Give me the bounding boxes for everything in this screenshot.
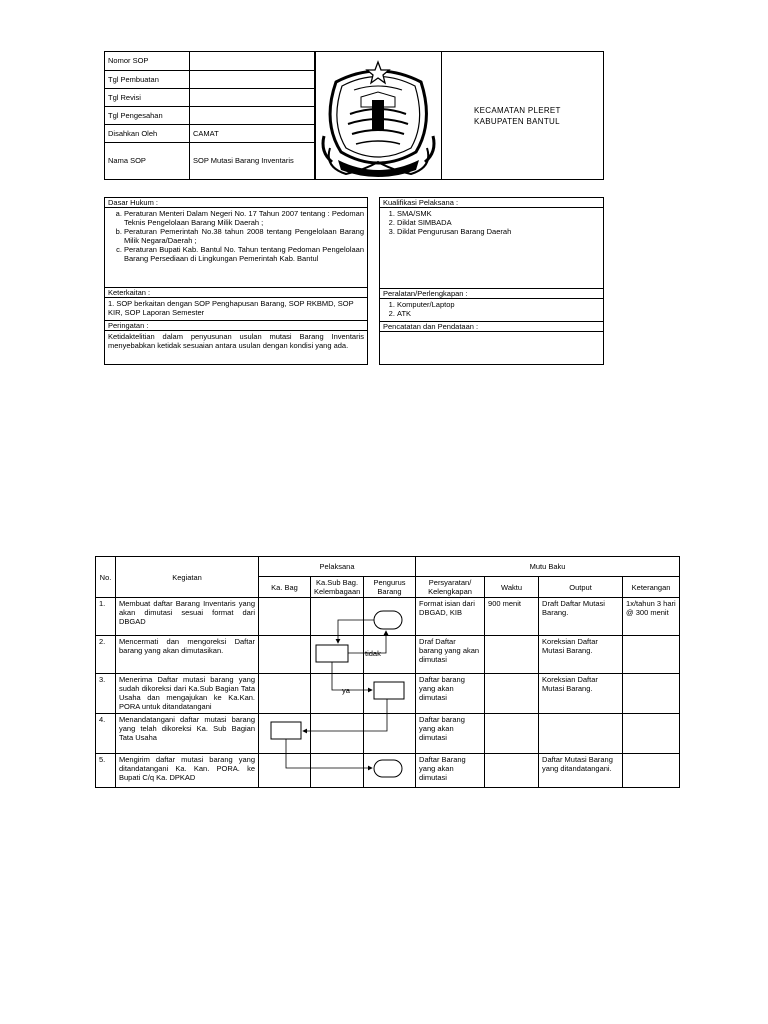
row-kegiatan: Mencermati dan mengoreksi Daftar barang yang akan dimutasikan. <box>116 636 259 674</box>
col-output: Output <box>539 577 623 598</box>
dasar-hukum-item: b. Peraturan Pemerintah No.38 tahun 2008 tentang Pengelolaan Barang Milik Negara/Daerah ; <box>124 227 364 245</box>
row-no: 3. <box>96 674 116 714</box>
keterkaitan-text: 1. SOP berkaitan dengan SOP Penghapusan Barang, SOP RKBMD, SOP KIR, SOP Laporan Semester <box>108 299 354 317</box>
org-kecamatan: KECAMATAN PLERET <box>474 105 561 115</box>
kualifikasi-title: Kualifikasi Pelaksana : <box>380 198 603 208</box>
col-pelaksana: Pelaksana <box>259 557 416 577</box>
col-keterangan: Keterangan <box>623 577 680 598</box>
row-keterangan: 1x/tahun 3 hari @ 300 menit <box>623 598 680 636</box>
connector-1-2 <box>338 620 374 643</box>
kualifikasi-item: 3. Diklat Pengurusan Barang Daerah <box>397 227 600 236</box>
row-no: 4. <box>96 714 116 754</box>
kualifikasi-item: 2. Diklat SIMBADA <box>397 218 600 227</box>
row-kegiatan: Menerima Daftar mutasi barang yang sudah dikoreksi dari Ka.Sub Bagian Tata Usaha dan mengajukan ke Ka.Kan. PORA untuk ditandatangani <box>116 674 259 714</box>
label-tgl-revisi: Tgl Revisi <box>105 88 190 106</box>
row-kegiatan: Mengirim daftar mutasi barang yang ditandatangani Ka. Kan. PORA. ke Bupati C/q Ka. DPKAD <box>116 754 259 788</box>
label-ya: ya <box>342 686 350 695</box>
col-waktu: Waktu <box>485 577 539 598</box>
row-persyaratan: Format isian dari DBGAD, KIB <box>416 598 485 636</box>
org-kabupaten: KABUPATEN BANTUL <box>474 116 560 126</box>
row-output: Koreksian Daftar Mutasi Barang. <box>539 674 623 714</box>
peralatan-item: 2. ATK <box>397 309 600 318</box>
row-persyaratan: Daftar barang yang akan dimutasi <box>416 714 485 754</box>
peringatan-text: Ketidaktelitian dalam penyusunan usulan mutasi Barang Inventaris menyebabkan ketidak sesuaian antara usulan dengan kondisi yang ada. <box>108 332 364 350</box>
process-box-kabag <box>271 722 301 739</box>
row-persyaratan: Daftar Barang yang akan dimutasi <box>416 754 485 788</box>
row-no: 5. <box>96 754 116 788</box>
row-output: Koreksian Daftar Mutasi Barang. <box>539 636 623 674</box>
connector-ya <box>332 662 372 690</box>
keterkaitan-title: Keterkaitan : <box>105 287 367 298</box>
row-kegiatan: Membuat daftar Barang Inventaris yang akan dimutasi sesuai format dari DBGAD <box>116 598 259 636</box>
peringatan-title: Peringatan : <box>105 320 367 331</box>
row-no: 2. <box>96 636 116 674</box>
col-persyaratan: Persyaratan/ Kelengkapan <box>416 577 485 598</box>
value-nama-sop: SOP Mutasi Barang Inventaris <box>190 142 315 179</box>
dasar-hukum-title: Dasar Hukum : <box>105 198 367 208</box>
label-nomor: Nomor SOP <box>105 52 190 70</box>
dasar-hukum-item: c. Peraturan Bupati Kab. Bantul No. Tahun tentang Pedoman Pengelolaan Barang Persediaan di Lingkungan Pemerintah Kab. Bantul <box>124 245 364 263</box>
label-tidak: tidak <box>365 649 381 658</box>
col-kabag: Ka. Bag <box>259 577 311 598</box>
row-persyaratan: Draf Daftar barang yang akan dimutasi <box>416 636 485 674</box>
peralatan-title: Peralatan/Perlengkapan : <box>380 289 603 299</box>
col-mutu-baku: Mutu Baku <box>416 557 680 577</box>
dasar-hukum-item: a. Peraturan Menteri Dalam Negeri No. 17 Tahun 2007 tentang : Pedoman Teknis Pengelolaan Barang Milik Daerah ; <box>124 209 364 227</box>
connector-3-4 <box>303 699 387 731</box>
col-kegiatan: Kegiatan <box>116 557 259 598</box>
kualifikasi-item: 1. SMA/SMK <box>397 209 600 218</box>
pencatatan-title: Pencatatan dan Pendataan : <box>380 322 603 332</box>
col-pengurus-barang: Pengurus Barang <box>364 577 416 598</box>
start-terminator <box>374 611 402 629</box>
row-no: 1. <box>96 598 116 636</box>
row-output: Daftar Mutasi Barang yang ditandatangani. <box>539 754 623 788</box>
label-tgl-pembuatan: Tgl Pembuatan <box>105 70 190 88</box>
row-waktu: 900 menit <box>485 598 539 636</box>
value-disahkan-oleh: CAMAT <box>190 124 315 142</box>
end-terminator <box>374 760 402 777</box>
row-output: Draft Daftar Mutasi Barang. <box>539 598 623 636</box>
row-persyaratan: Daftar barang yang akan dimutasi <box>416 674 485 714</box>
process-box-kasub <box>316 645 348 662</box>
label-disahkan-oleh: Disahkan Oleh <box>105 124 190 142</box>
peralatan-item: 1. Komputer/Laptop <box>397 300 600 309</box>
label-nama-sop: Nama SOP <box>105 142 190 179</box>
col-kasubbag: Ka.Sub Bag. Kelembagaan <box>311 577 364 598</box>
connector-4-5 <box>286 739 372 768</box>
label-tgl-pengesahan: Tgl Pengesahan <box>105 106 190 124</box>
col-no: No. <box>96 557 116 598</box>
row-kegiatan: Menandatangani daftar mutasi barang yang telah dikoreksi Ka. Sub Bagian Tata Usaha <box>116 714 259 754</box>
process-box-pengurus <box>374 682 404 699</box>
